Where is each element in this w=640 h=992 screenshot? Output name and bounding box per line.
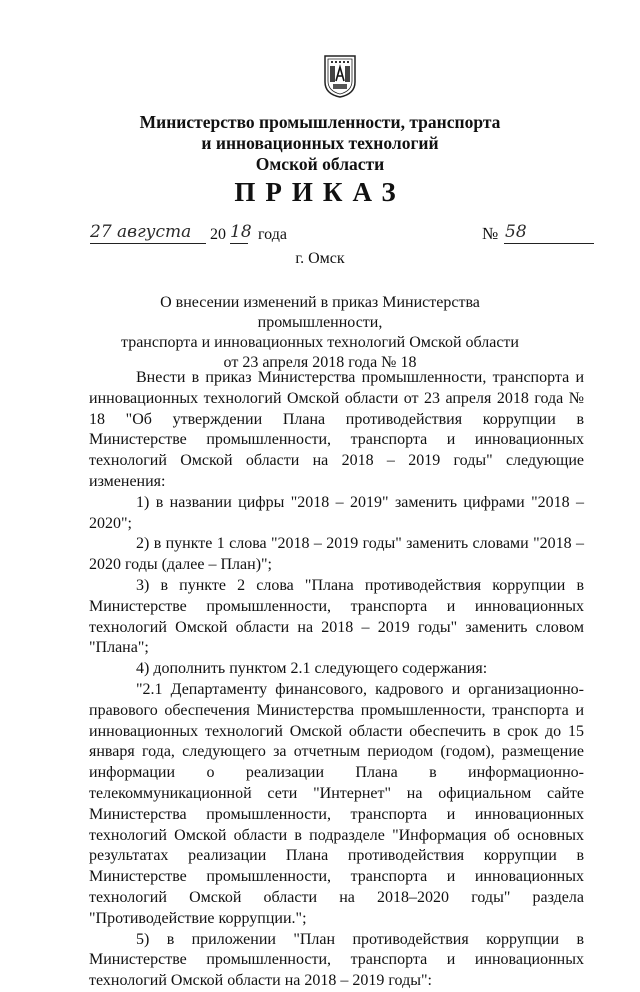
day-month-underline (90, 243, 206, 244)
document-type-title: ПРИКАЗ (234, 177, 406, 207)
date-number-line (90, 222, 610, 248)
number-underline (504, 243, 594, 244)
year-underline (230, 243, 248, 244)
number-sign: № (482, 224, 499, 243)
city-name: г. Омск (295, 250, 345, 267)
order-subject (100, 293, 540, 373)
subject-line: О внесении изменений в приказ Министерства промышленности, (160, 294, 480, 331)
ministry-name-line: и инновационных технологий (201, 133, 439, 153)
body-paragraph-intro: Внести в приказ Министерства промышленности, транспорта и инновационных технологий Омской области от 23 апреля 2018 года № 18 "Об утверждении Плана противодействия коррупции в Министерстве промышленности, транспорта и инновационных технологий Омской области на 2018 – 2019 годы" следующие изменения: (89, 369, 584, 490)
body-item-2: 2) в пункте 1 слова "2018 – 2019 годы" заменить словами "2018 – 2020 годы (далее – План)"; (89, 535, 584, 574)
handwritten-year-suffix: 18 (230, 222, 252, 242)
body-item-4-content: "2.1 Департаменту финансового, кадрового и организационно-правового обеспечения Министерства промышленности, транспорта и инновационных технологий Омской области обеспечить в срок до 15 января года, следующего за отчетным периодом (годом), размещение информации о реализации Плана в информационно-телекоммуникационной сети "Интернет" на официальном сайте Министерства промышленности, транспорта и инновационных технологий Омской области в подразделе "Информация об основных результатах реализации Плана противодействия коррупции в Министерстве промышленности, транспорта и инновационных технологий Омской области на 2018–2020 годы" раздела "Противодействие коррупции."; (89, 680, 584, 927)
ministry-name-line: Министерство промышленности, транспорта (139, 112, 501, 132)
coat-of-arms-emblem (323, 54, 357, 98)
body-item-1: 1) в названии цифры "2018 – 2019" заменить цифрами "2018 – 2020"; (89, 493, 584, 532)
subject-line: транспорта и инновационных технологий Омской области (121, 334, 519, 351)
year-prefix: 20 (210, 226, 226, 243)
subject-line: от 23 апреля 2018 года № 18 (223, 354, 417, 371)
body-item-5: 5) в приложении "План противодействия коррупции в Министерстве промышленности, транспорта и инновационных технологий Омской области на 2018 – 2019 годы": (89, 930, 584, 990)
ministry-name (100, 112, 540, 175)
body-item-4: 4) дополнить пунктом 2.1 следующего содержания: (136, 660, 488, 678)
handwritten-day-month: 27 августа (90, 222, 192, 242)
order-body (89, 368, 584, 992)
ministry-name-line: Омской области (255, 154, 385, 174)
body-item-3: 3) в пункте 2 слова "Плана противодействия коррупции в Министерстве промышленности, транспорта и инновационных технологий Омской области на 2018 – 2019 годы" заменить словом "Плана"; (89, 576, 584, 657)
year-word: года (258, 226, 287, 243)
handwritten-order-number: 58 (505, 222, 527, 242)
